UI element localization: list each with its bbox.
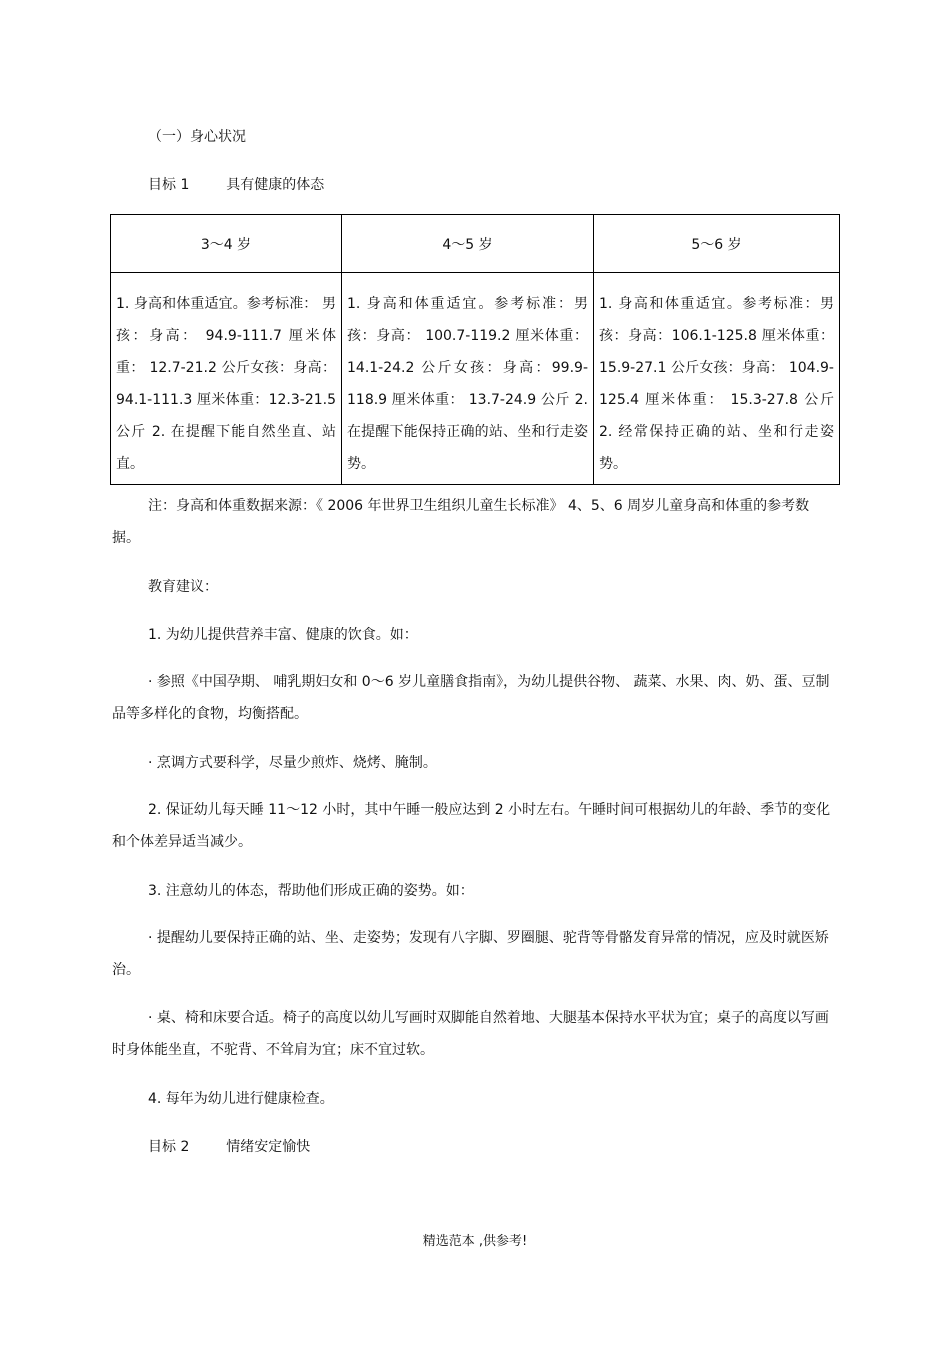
cell-text: 1. 身高和体重适宜。参考标准：男孩：身高： 100.7-119.2 厘米体重：14.1-24.2 公斤女孩：身高：99.9-118.9 厘米体重： 13.7-24.9 公斤 2. 在提醒下能保持正确的站、坐和行走姿势。 [347, 296, 588, 472]
cell-age-4-5 [342, 273, 594, 485]
goal-2-label: 目标 2 [148, 1139, 190, 1155]
suggestion-3: 3. 注意幼儿的体态，帮助他们形成正确的姿势。如： [148, 883, 474, 899]
cell-age-3-4 [111, 273, 342, 485]
goal-1-text: 具有健康的体态 [226, 177, 325, 193]
suggestion-2: 2. 保证幼儿每天睡 11～12 小时，其中午睡一般应达到 2 小时左右。午睡时间可根据幼儿的年龄、季节的变化和个体差异适当减少。 [112, 802, 831, 850]
goal-1-label: 目标 1 [148, 177, 190, 193]
goal-2-text: 情绪安定愉快 [226, 1139, 311, 1155]
table-header-row [111, 215, 840, 273]
section-title: （一）身心状况 [148, 129, 246, 145]
cell-text: 1. 身高和体重适宜。参考标准： 男孩：身高： 94.9-111.7 厘米体重： 12.7-21.2 公斤女孩：身高： 94.1-111.3 厘米体重：12.3-21.5 公斤 2. 在提醒下能自然坐直、站直。 [116, 296, 336, 472]
cell-age-5-6 [594, 273, 840, 485]
growth-reference-table [110, 214, 840, 485]
header-age-4-5: 4～5 岁 [342, 215, 594, 273]
suggestion-1: 1. 为幼儿提供营养丰富、健康的饮食。如： [148, 627, 418, 643]
page-footer: 精选范本 ,供参考! [422, 1234, 528, 1249]
header-age-3-4: 3～4 岁 [111, 215, 342, 273]
header-age-5-6: 5～6 岁 [594, 215, 840, 273]
education-suggestions-title: 教育建议： [148, 579, 218, 595]
suggestion-4: 4. 每年为幼儿进行健康检查。 [148, 1091, 334, 1107]
goal-2-heading [148, 1136, 310, 1156]
goal-1-heading [148, 174, 324, 194]
suggestion-1-bullet-2: · 烹调方式要科学，尽量少煎炸、烧烤、腌制。 [148, 755, 437, 771]
data-source-note: 注：身高和体重数据来源：《 2006 年世界卫生组织儿童生长标准》 4、5、6 周岁儿童身高和体重的参考数据。 [112, 498, 810, 546]
suggestion-3-bullet-1: · 提醒幼儿要保持正确的站、坐、走姿势；发现有八字脚、罗圈腿、驼背等骨骼发育异常的情况，应及时就医矫治。 [112, 930, 829, 978]
suggestion-3-bullet-2: · 桌、椅和床要合适。椅子的高度以幼儿写画时双脚能自然着地、大腿基本保持水平状为宜；桌子的高度以写画时身体能坐直，不驼背、不耸肩为宜；床不宜过软。 [112, 1010, 829, 1058]
suggestion-1-bullet-1: · 参照《中国孕期、 哺乳期妇女和 0～6 岁儿童膳食指南》，为幼儿提供谷物、 蔬菜、水果、肉、奶、蛋、豆制品等多样化的食物，均衡搭配。 [112, 674, 830, 722]
table-row [111, 273, 840, 485]
cell-text: 1. 身高和体重适宜。参考标准：男孩：身高：106.1-125.8 厘米体重：15.9-27.1 公斤女孩：身高： 104.9-125.4 厘米体重： 15.3-27.8 公斤 2. 经常保持正确的站、坐和行走姿势。 [599, 296, 834, 472]
